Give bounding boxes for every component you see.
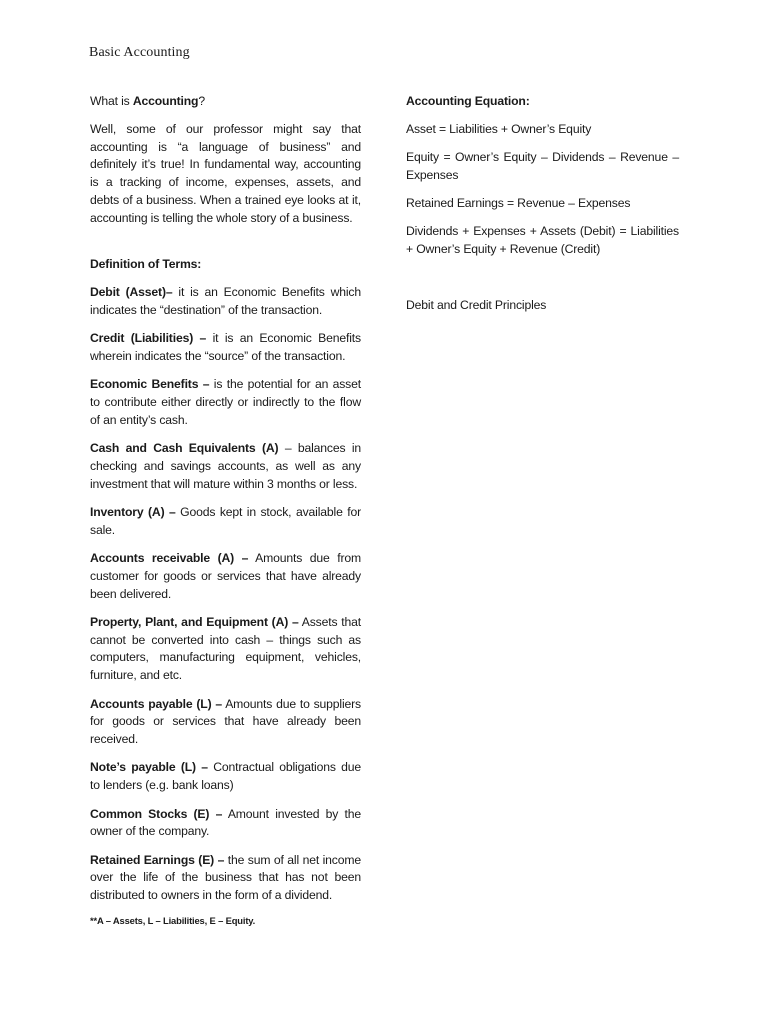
question-suffix: ?: [198, 94, 205, 108]
term-common-stocks: [90, 806, 361, 842]
question-heading: [90, 93, 361, 111]
term-label: Inventory (A) –: [90, 504, 176, 519]
term-label: Credit (Liabilities) –: [90, 330, 207, 345]
equation-line: Dividends + Expenses + Assets (Debit) = Liabilities + Owner’s Equity + Revenue (Credit): [406, 224, 679, 257]
term-definition: it is an Economic Benefits which indicates the “destination” of the transaction.: [90, 284, 361, 317]
question-prefix: What is: [90, 94, 133, 108]
accounting-equation-heading: [406, 93, 679, 111]
term-label: Note’s payable (L) –: [90, 760, 208, 775]
term-debit: [90, 284, 361, 320]
term-inventory: [90, 504, 361, 540]
accounting-equation-heading-text: Accounting Equation:: [406, 94, 530, 108]
term-label: Accounts receivable (A) –: [90, 550, 249, 565]
term-cash-equivalents: [90, 440, 361, 493]
term-accounts-receivable: [90, 550, 361, 603]
term-definition: Amount invested by the owner of the company.: [90, 806, 361, 839]
term-accounts-payable: [90, 696, 361, 749]
term-label: Economic Benefits –: [90, 377, 210, 392]
intro-paragraph: Well, some of our professor might say that accounting is “a language of business” and definitely it’s true! In fundamental way, accounting is a tracking of income, expenses, assets, and debts of a business. When a trained eye looks at it, accounting is telling the whole story of a business.: [90, 121, 361, 225]
term-ppe: [90, 614, 361, 685]
term-definition: Amounts due from customer for goods or services that have already been delivered.: [90, 550, 361, 601]
term-definition: Contractual obligations due to lenders (e.g. bank loans): [90, 760, 362, 793]
term-label: Debit (Asset)–: [90, 284, 173, 299]
footnote: [90, 915, 361, 927]
question-keyword: Accounting: [132, 94, 199, 108]
equation-line: Asset = Liabilities + Owner’s Equity: [406, 121, 592, 136]
debit-credit-heading: Debit and Credit Principles: [406, 298, 547, 313]
term-definition: Assets that cannot be converted into cash – things such as computers, manufacturing equipment, vehicles, furniture, and etc.: [90, 614, 361, 683]
equation-line: Retained Earnings = Revenue – Expenses: [406, 196, 631, 211]
term-definition: it is an Economic Benefits wherein indicates the “source” of the transaction.: [90, 330, 361, 363]
term-notes-payable: [90, 759, 361, 795]
term-definition: is the potential for an asset to contribute either directly or indirectly to the flow of an entity’s cash.: [90, 377, 361, 427]
term-label: Cash and Cash Equivalents (A): [90, 440, 279, 455]
page-header: Basic Accounting: [89, 45, 190, 60]
term-definition: the sum of all net income over the life of the business that has not been distributed to owners in the form of a dividend.: [90, 852, 361, 903]
footnote-text: **A – Assets, L – Liabilities, E – Equity.: [90, 915, 256, 927]
term-definition: Amounts due to suppliers for goods or services that have already been received.: [90, 696, 361, 747]
term-definition: – balances in checking and savings accounts, as well as any investment that will mature within 3 months or less.: [90, 440, 361, 491]
term-retained-earnings: [90, 852, 361, 905]
term-label: Common Stocks (E) –: [90, 806, 223, 821]
definitions-heading: [90, 256, 361, 274]
term-economic-benefits: [90, 376, 361, 429]
right-column: [406, 93, 679, 325]
term-label: Property, Plant, and Equipment (A) –: [90, 614, 299, 629]
definitions-heading-text: Definition of Terms:: [90, 256, 202, 271]
left-column: [90, 93, 361, 927]
equation-line: Equity = Owner’s Equity – Dividends – Revenue – Expenses: [406, 150, 679, 182]
term-definition: Goods kept in stock, available for sale.: [90, 504, 361, 537]
term-credit: [90, 330, 361, 366]
term-label: Accounts payable (L) –: [90, 696, 222, 711]
term-label: Retained Earnings (E) –: [90, 852, 225, 867]
